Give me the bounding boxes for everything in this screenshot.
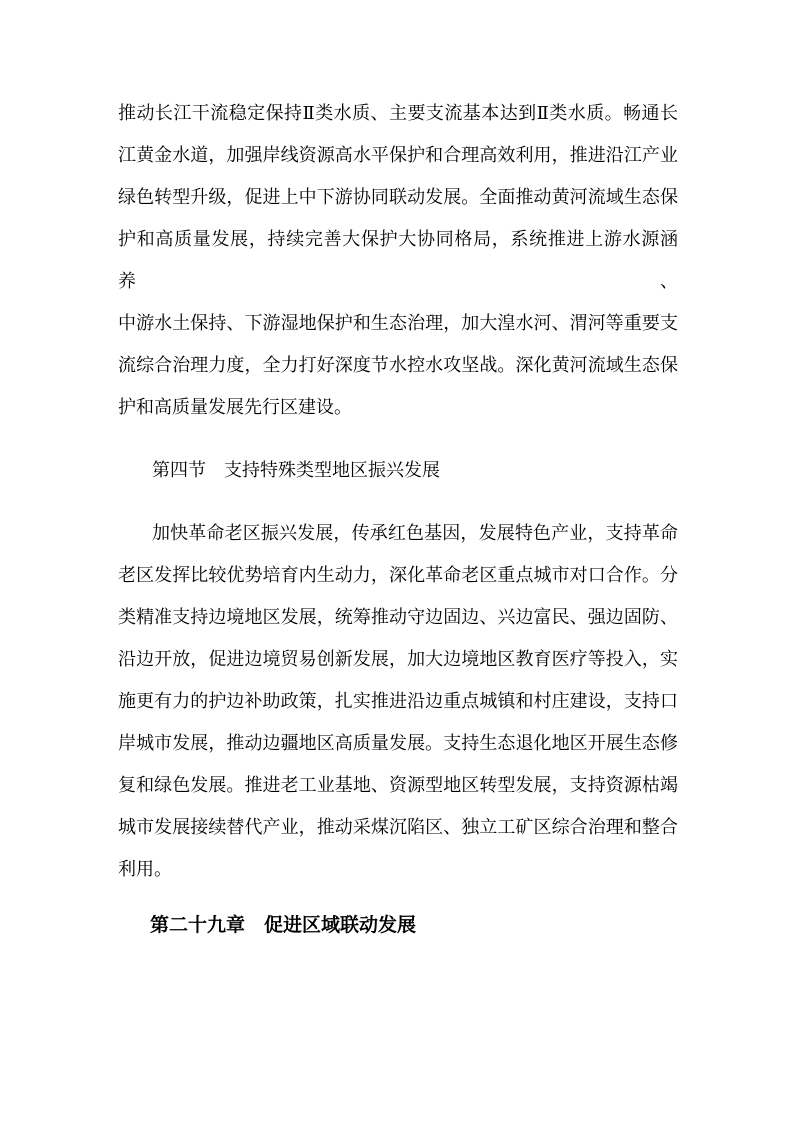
body-text-line: 老区发挥比较优势培育内生动力，深化革命老区重点城市对口合作。分: [118, 565, 678, 586]
body-text-line: 类精准支持边境地区发展，统筹推动守边固边、兴边富民、强边固防、: [118, 607, 678, 628]
body-text-line: 城市发展接续替代产业，推动采煤沉陷区、独立工矿区综合治理和整合: [118, 817, 678, 838]
body-paragraph-1: [118, 93, 678, 429]
body-text-line: 护和高质量发展，持续完善大保护大协同格局，系统推进上游水源涵养、: [118, 229, 678, 292]
body-text-line: 加快革命老区振兴发展，传承红色基因，发展特色产业，支持革命: [152, 523, 678, 544]
body-text-line: 绿色转型升级，促进上中下游协同联动发展。全面推动黄河流域生态保: [118, 187, 678, 208]
body-text-line: 岸城市发展，推动边疆地区高质量发展。支持生态退化地区开展生态修: [118, 733, 678, 754]
body-text-line: 推动长江干流稳定保持Ⅱ类水质、主要支流基本达到Ⅱ类水质。畅通长: [118, 103, 678, 124]
body-text-line: 沿边开放，促进边境贸易创新发展，加大边境地区教育医疗等投入，实: [118, 649, 678, 670]
body-text-line: 施更有力的护边补助政策，扎实推进沿边重点城镇和村庄建设，支持口: [118, 691, 678, 712]
chapter-heading: 第二十九章 促进区域联动发展: [150, 914, 417, 936]
body-text-line: 中游水土保持、下游湿地保护和生态治理，加大湟水河、渭河等重要支: [118, 313, 678, 334]
section-heading: 第四节 支持特殊类型地区振兴发展: [152, 460, 440, 481]
body-text-line: 利用。: [118, 859, 172, 880]
body-text-line: 江黄金水道，加强岸线资源高水平保护和合理高效利用，推进沿江产业: [118, 145, 678, 166]
body-text-line: 护和高质量发展先行区建设。: [118, 397, 352, 418]
body-text-line: 流综合治理力度，全力打好深度节水控水攻坚战。深化黄河流域生态保: [118, 355, 678, 376]
body-text-line: 复和绿色发展。推进老工业基地、资源型地区转型发展，支持资源枯竭: [118, 775, 678, 796]
body-paragraph-2: [118, 513, 678, 891]
